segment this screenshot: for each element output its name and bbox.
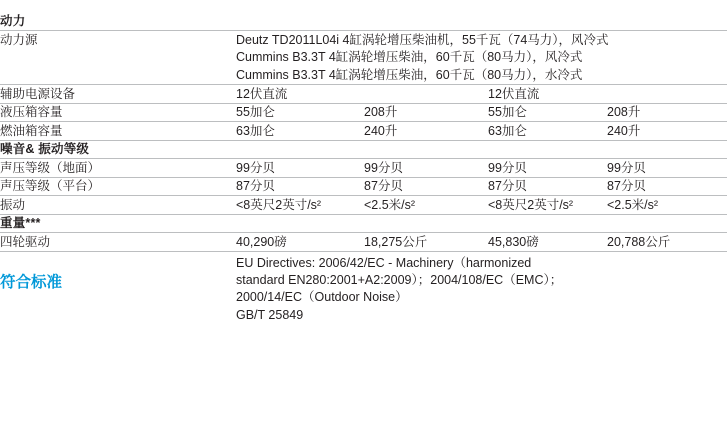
table-row — [0, 123, 727, 141]
row-label: 四轮驱动 — [0, 234, 51, 249]
section-heading-noise-vibration — [0, 141, 727, 159]
standard-line-gbt: GB/T 25849 — [236, 308, 304, 322]
row-value: 87分贝 — [236, 179, 275, 193]
table-row — [0, 104, 727, 122]
section-title: 动力 — [0, 14, 26, 28]
section-heading-weight — [0, 215, 727, 233]
row-value: <2.5米/s² — [364, 197, 416, 212]
table-row — [0, 86, 727, 104]
row-value: 87分贝 — [488, 179, 527, 193]
engine-option: Deutz TD2011L04i 4缸涡轮增压柴油机，55千瓦（74马力），风冷式 — [236, 32, 609, 47]
standards-list — [236, 252, 727, 324]
row-value: 63加仑 — [488, 123, 527, 138]
row-value: 55加仑 — [236, 105, 275, 119]
row-value: 55加仑 — [488, 105, 527, 119]
engine-option: Cummins B3.3T 4缸涡轮增压柴油，60千瓦（80马力），水冷式 — [236, 67, 583, 82]
row-value: 99分贝 — [236, 160, 275, 175]
row-value: 63加仑 — [236, 123, 275, 138]
row-label: 辅助电源设备 — [0, 86, 76, 101]
row-value — [607, 86, 727, 104]
row-value: 208升 — [364, 105, 398, 119]
row-value: <8英尺2英寸/s² — [488, 197, 574, 212]
row-value: 99分贝 — [488, 160, 527, 175]
row-value: <2.5米/s² — [607, 197, 659, 212]
table-row — [0, 197, 727, 215]
row-label: 声压等级（地面） — [0, 160, 101, 175]
row-value-engines — [236, 32, 727, 85]
row-value: 99分贝 — [607, 160, 646, 175]
row-value: <8英尺2英寸/s² — [236, 197, 322, 212]
table-row — [0, 178, 727, 196]
row-value: 208升 — [607, 105, 641, 119]
row-value: 240升 — [607, 123, 641, 138]
row-value: 87分贝 — [364, 179, 403, 193]
row-value: 87分贝 — [607, 179, 646, 193]
row-label: 动力源 — [0, 32, 38, 47]
section-title: 符合标准 — [0, 274, 63, 291]
standards-row — [0, 252, 727, 324]
section-title: 噪音& 振动等级 — [0, 142, 90, 156]
row-label: 振动 — [0, 197, 26, 212]
row-value: 45,830磅 — [488, 234, 539, 249]
table-row — [0, 160, 727, 178]
standard-line: 2000/14/EC（Outdoor Noise） — [236, 290, 408, 304]
row-value: 18,275公斤 — [364, 234, 428, 249]
row-value: 40,290磅 — [236, 234, 287, 249]
section-title-standards — [0, 252, 236, 324]
section-heading-power — [0, 0, 727, 31]
section-title: 重量*** — [0, 216, 41, 230]
row-value: 12伏直流 — [236, 86, 288, 101]
table-row — [0, 32, 727, 85]
row-label: 燃油箱容量 — [0, 123, 63, 138]
row-label: 液压箱容量 — [0, 105, 63, 119]
row-value: 240升 — [364, 123, 398, 138]
engine-option: Cummins B3.3T 4缸涡轮增压柴油，60千瓦（80马力），风冷式 — [236, 50, 583, 64]
table-row — [0, 234, 727, 252]
row-value — [364, 86, 488, 104]
row-label: 声压等级（平台） — [0, 179, 101, 193]
standard-line: EU Directives: 2006/42/EC - Machinery（harmonized — [236, 256, 532, 270]
row-value: 20,788公斤 — [607, 234, 671, 249]
standard-line: standard EN280:2001+A2:2009）；2004/108/EC（EMC）； — [236, 273, 563, 287]
row-value: 12伏直流 — [488, 86, 540, 101]
row-value: 99分贝 — [364, 160, 403, 175]
